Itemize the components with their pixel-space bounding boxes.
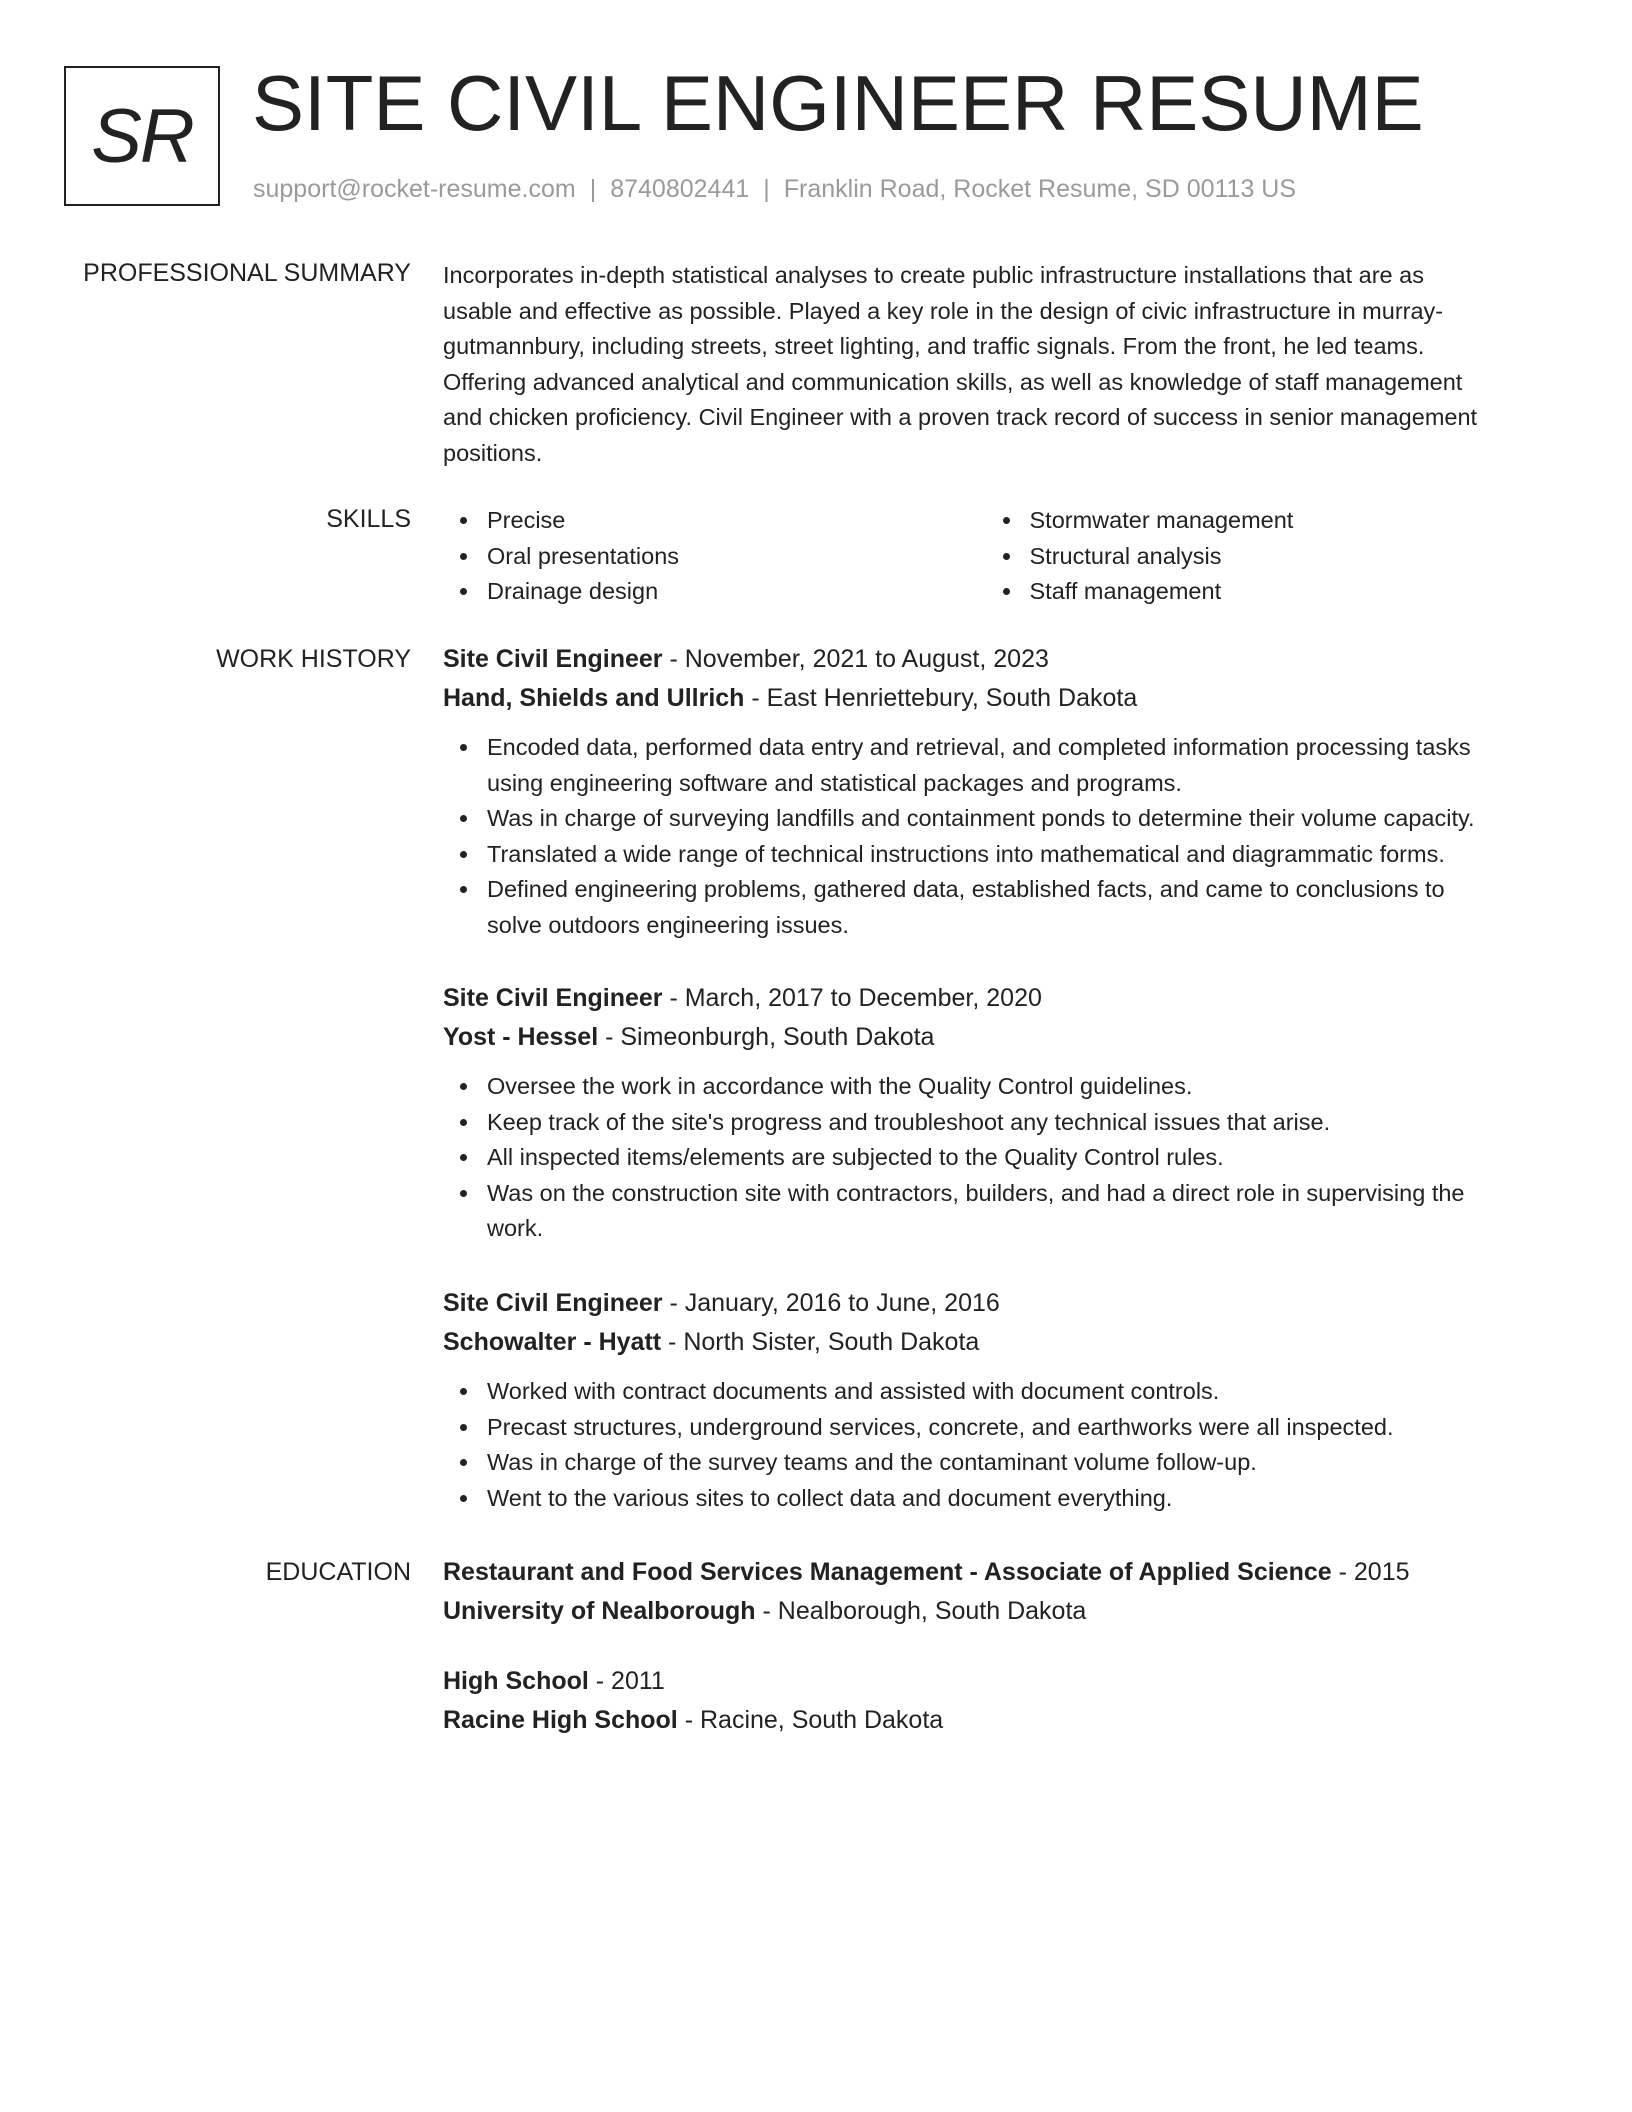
education-entry: [443, 1662, 1528, 1740]
contact-separator: |: [589, 175, 597, 203]
education-location: - Racine, South Dakota: [677, 1706, 944, 1734]
skills-content: [443, 503, 1528, 610]
summary-line: gutmannbury, including streets, street lighting, and traffic signals. From the front, he led teams.: [443, 333, 1425, 360]
bullet-text: Keep track of the site's progress and troubleshoot any technical issues that arise.: [487, 1108, 1331, 1135]
education-label: EDUCATION: [265, 1558, 411, 1586]
bullet-dot: [460, 1154, 467, 1161]
summary-line: Offering advanced analytical and communication skills, as well as knowledge of staff management: [443, 368, 1463, 395]
page-title: SITE CIVIL ENGINEER RESUME: [252, 59, 1424, 147]
education-degree-line: [443, 1553, 1528, 1592]
contact-address: Franklin Road, Rocket Resume, SD 00113 US: [783, 175, 1297, 203]
bullet-text: Oversee the work in accordance with the Quality Control guidelines.: [487, 1073, 1193, 1099]
monogram-logo: SR: [64, 66, 220, 206]
job-bullet: [443, 837, 1528, 873]
skill-text: Structural analysis: [1029, 542, 1222, 569]
summary-text: [443, 258, 1528, 472]
education-school: Racine High School: [443, 1706, 678, 1734]
job-bullet: [443, 1176, 1528, 1247]
bullet-dot: [460, 1495, 467, 1502]
bullet-dot: [460, 1424, 467, 1431]
job-bullet: [443, 801, 1528, 837]
contact-phone: 8740802441: [610, 175, 750, 203]
job-bullets: [443, 1374, 1528, 1516]
bullet-dot: [460, 553, 467, 560]
contact-email: support@rocket-resume.com: [253, 175, 576, 203]
bullet-dot: [460, 1190, 467, 1197]
skill-item: [986, 539, 1529, 575]
skill-text: Stormwater management: [1029, 507, 1294, 533]
bullet-dot: [460, 1119, 467, 1126]
bullet-dot: [460, 1459, 467, 1466]
job-bullets: [443, 1069, 1528, 1247]
job-bullet: [443, 1481, 1528, 1517]
skills-grid: [443, 503, 1528, 610]
bullet-text: Was in charge of the survey teams and the contaminant volume follow-up.: [487, 1449, 1257, 1476]
job-bullet: [443, 1105, 1528, 1141]
job-company: Schowalter - Hyatt: [443, 1328, 662, 1356]
job-dates: - November, 2021 to August, 2023: [662, 645, 1049, 673]
job-bullets: [443, 730, 1528, 944]
job-company-line: [443, 1018, 1528, 1057]
bullet-dot: [460, 851, 467, 858]
job-title-line: [443, 979, 1528, 1018]
job-bullet: [443, 1069, 1528, 1105]
bullet-text: Worked with contract documents and assisted with document controls.: [487, 1378, 1220, 1404]
job-title: Site Civil Engineer: [443, 1289, 663, 1317]
bullet-dot: [1003, 517, 1010, 524]
education-school: University of Nealborough: [443, 1597, 756, 1625]
bullet-text: Precast structures, underground services, concrete, and earthworks were all inspected.: [487, 1413, 1394, 1440]
job-location: - North Sister, South Dakota: [661, 1328, 980, 1356]
education-degree: Restaurant and Food Services Management - Associate of Applied Science: [443, 1558, 1332, 1586]
job-dates: - March, 2017 to December, 2020: [662, 984, 1042, 1012]
bullet-dot: [460, 1388, 467, 1395]
job-title: Site Civil Engineer: [443, 984, 663, 1012]
job-company-line: [443, 1323, 1528, 1362]
work-label: WORK HISTORY: [216, 645, 411, 673]
skills-label: SKILLS: [326, 505, 411, 533]
summary-content: [443, 258, 1528, 472]
summary-line: positions.: [443, 439, 543, 466]
job-location: - East Henriettebury, South Dakota: [744, 684, 1138, 712]
education-entry: [443, 1553, 1528, 1631]
bullet-text: Encoded data, performed data entry and retrieval, and completed information processing tasks: [487, 734, 1471, 760]
job-bullet: [443, 1374, 1528, 1410]
bullet-dot: [460, 588, 467, 595]
bullet-text: using engineering software and statistical packages and programs.: [487, 769, 1182, 796]
bullet-text: work.: [487, 1215, 544, 1242]
job-title: Site Civil Engineer: [443, 645, 663, 673]
job-bullet: [443, 1140, 1528, 1176]
bullet-dot: [460, 744, 467, 751]
summary-line: Incorporates in-depth statistical analyses to create public infrastructure installations that are as: [443, 262, 1424, 288]
bullet-text: Translated a wide range of technical instructions into mathematical and diagrammatic forms.: [487, 840, 1445, 867]
education-year: - 2015: [1331, 1558, 1410, 1586]
education-degree: High School: [443, 1667, 589, 1695]
skill-item: [443, 539, 986, 575]
contact-line: [253, 174, 1296, 204]
summary-line: and chicken proficiency. Civil Engineer with a proven track record of success in senior management: [443, 404, 1478, 431]
job-title-line: [443, 640, 1528, 679]
skill-item: [443, 574, 986, 610]
job-bullet: [443, 872, 1528, 943]
job-bullet: [443, 1445, 1528, 1481]
skill-text: Precise: [487, 507, 566, 533]
job-title-line: [443, 1284, 1528, 1323]
bullet-dot: [460, 517, 467, 524]
bullet-text: Was in charge of surveying landfills and containment ponds to determine their volume capacity.: [487, 805, 1475, 832]
job-company-line: [443, 679, 1528, 718]
skill-item: [986, 503, 1529, 539]
summary-label: PROFESSIONAL SUMMARY: [83, 259, 411, 287]
bullet-text: solve outdoors engineering issues.: [487, 911, 849, 938]
bullet-text: Went to the various sites to collect data and document everything.: [487, 1484, 1173, 1511]
bullet-dot: [460, 815, 467, 822]
bullet-dot: [1003, 588, 1010, 595]
bullet-dot: [1003, 553, 1010, 560]
job-entry: [443, 979, 1528, 1247]
education-school-line: [443, 1701, 1528, 1740]
bullet-dot: [460, 1083, 467, 1090]
job-bullet: [443, 730, 1528, 801]
bullet-text: Defined engineering problems, gathered data, established facts, and came to conclusions to: [487, 876, 1445, 903]
education-year: - 2011: [588, 1667, 665, 1695]
bullet-dot: [460, 886, 467, 893]
skills-column-right: [986, 503, 1529, 610]
skills-column-left: [443, 503, 986, 610]
education-degree-line: [443, 1662, 1528, 1701]
education-school-line: [443, 1592, 1528, 1631]
skill-text: Drainage design: [487, 578, 659, 605]
job-entry: [443, 640, 1528, 944]
skill-text: Staff management: [1029, 578, 1222, 605]
job-location: - Simeonburgh, South Dakota: [598, 1023, 935, 1051]
education-location: - Nealborough, South Dakota: [755, 1597, 1087, 1625]
skill-item: [986, 574, 1529, 610]
job-company: Hand, Shields and Ullrich: [443, 684, 745, 712]
contact-separator: |: [763, 175, 770, 203]
job-bullet: [443, 1410, 1528, 1446]
skill-item: [443, 503, 986, 539]
bullet-text: Was on the construction site with contractors, builders, and had a direct role in supervising the: [487, 1179, 1465, 1206]
skill-text: Oral presentations: [487, 542, 680, 569]
summary-line: usable and effective as possible. Played a key role in the design of civic infrastructure in murray-: [443, 297, 1444, 324]
job-company: Yost - Hessel: [443, 1023, 599, 1051]
job-entry: [443, 1284, 1528, 1516]
bullet-text: All inspected items/elements are subjected to the Quality Control rules.: [487, 1144, 1224, 1171]
job-dates: - January, 2016 to June, 2016: [662, 1289, 1000, 1317]
